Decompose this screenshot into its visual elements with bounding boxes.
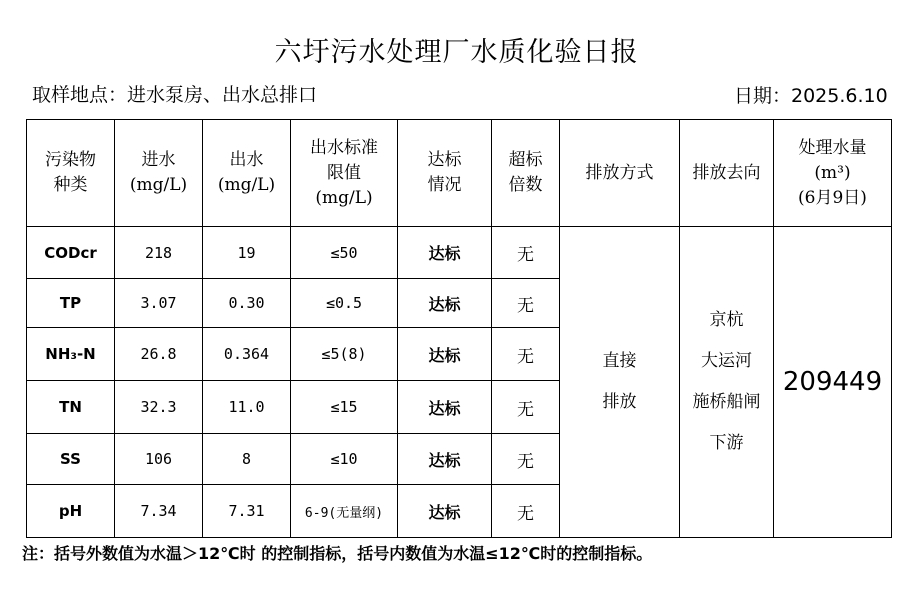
- footnote: 注：括号外数值为水温＞12℃时 的控制指标，括号内数值为水温≤12℃时的控制指标。: [22, 544, 653, 563]
- header-status: 达标 情况: [398, 120, 492, 227]
- limit-value: ≤50: [291, 227, 398, 279]
- inflow-value: 32.3: [115, 381, 203, 434]
- pollutant-name: TN: [27, 381, 115, 434]
- header-row: [27, 120, 892, 227]
- exceed-value: 无: [492, 328, 560, 381]
- status-value: 达标: [398, 227, 492, 279]
- header-outflow: 出水 (mg/L): [203, 120, 291, 227]
- report-title: 六圩污水处理厂水质化验日报: [274, 37, 639, 68]
- status-value: 达标: [398, 434, 492, 485]
- header-limit: 出水标准 限值 (mg/L): [291, 120, 398, 227]
- pollutant-name: TP: [27, 279, 115, 328]
- sample-location: 取样地点：进水泵房、出水总排口: [32, 84, 318, 106]
- exceed-value: 无: [492, 279, 560, 328]
- discharge-method: 直接 排放: [560, 227, 680, 538]
- table-row: [27, 227, 892, 279]
- limit-value: ≤15: [291, 381, 398, 434]
- inflow-value: 218: [115, 227, 203, 279]
- header-exceed: 超标 倍数: [492, 120, 560, 227]
- header-pollutant: 污染物 种类: [27, 120, 115, 227]
- limit-value: ≤0.5: [291, 279, 398, 328]
- discharge-destination: 京杭 大运河 施桥船闸 下游: [680, 227, 774, 538]
- exceed-value: 无: [492, 434, 560, 485]
- status-value: 达标: [398, 381, 492, 434]
- exceed-value: 无: [492, 227, 560, 279]
- exceed-value: 无: [492, 485, 560, 538]
- outflow-value: 7.31: [203, 485, 291, 538]
- treatment-volume: 209449: [774, 227, 892, 538]
- pollutant-name: SS: [27, 434, 115, 485]
- inflow-value: 106: [115, 434, 203, 485]
- inflow-value: 7.34: [115, 485, 203, 538]
- status-value: 达标: [398, 485, 492, 538]
- inflow-value: 3.07: [115, 279, 203, 328]
- pollutant-name: NH₃-N: [27, 328, 115, 381]
- inflow-value: 26.8: [115, 328, 203, 381]
- outflow-value: 8: [203, 434, 291, 485]
- header-inflow: 进水 (mg/L): [115, 120, 203, 227]
- limit-value: ≤10: [291, 434, 398, 485]
- report-date: 日期：2025.6.10: [734, 85, 888, 107]
- outflow-value: 19: [203, 227, 291, 279]
- pollutant-name: CODcr: [27, 227, 115, 279]
- status-value: 达标: [398, 328, 492, 381]
- outflow-value: 0.30: [203, 279, 291, 328]
- header-discharge-destination: 排放去向: [680, 120, 774, 227]
- limit-value: 6-9(无量纲): [291, 485, 398, 538]
- exceed-value: 无: [492, 381, 560, 434]
- header-treatment-volume: 处理水量 (m³) (6月9日): [774, 120, 892, 227]
- limit-value: ≤5(8): [291, 328, 398, 381]
- header-discharge-method: 排放方式: [560, 120, 680, 227]
- pollutant-name: pH: [27, 485, 115, 538]
- outflow-value: 0.364: [203, 328, 291, 381]
- water-quality-table: [26, 119, 892, 538]
- outflow-value: 11.0: [203, 381, 291, 434]
- status-value: 达标: [398, 279, 492, 328]
